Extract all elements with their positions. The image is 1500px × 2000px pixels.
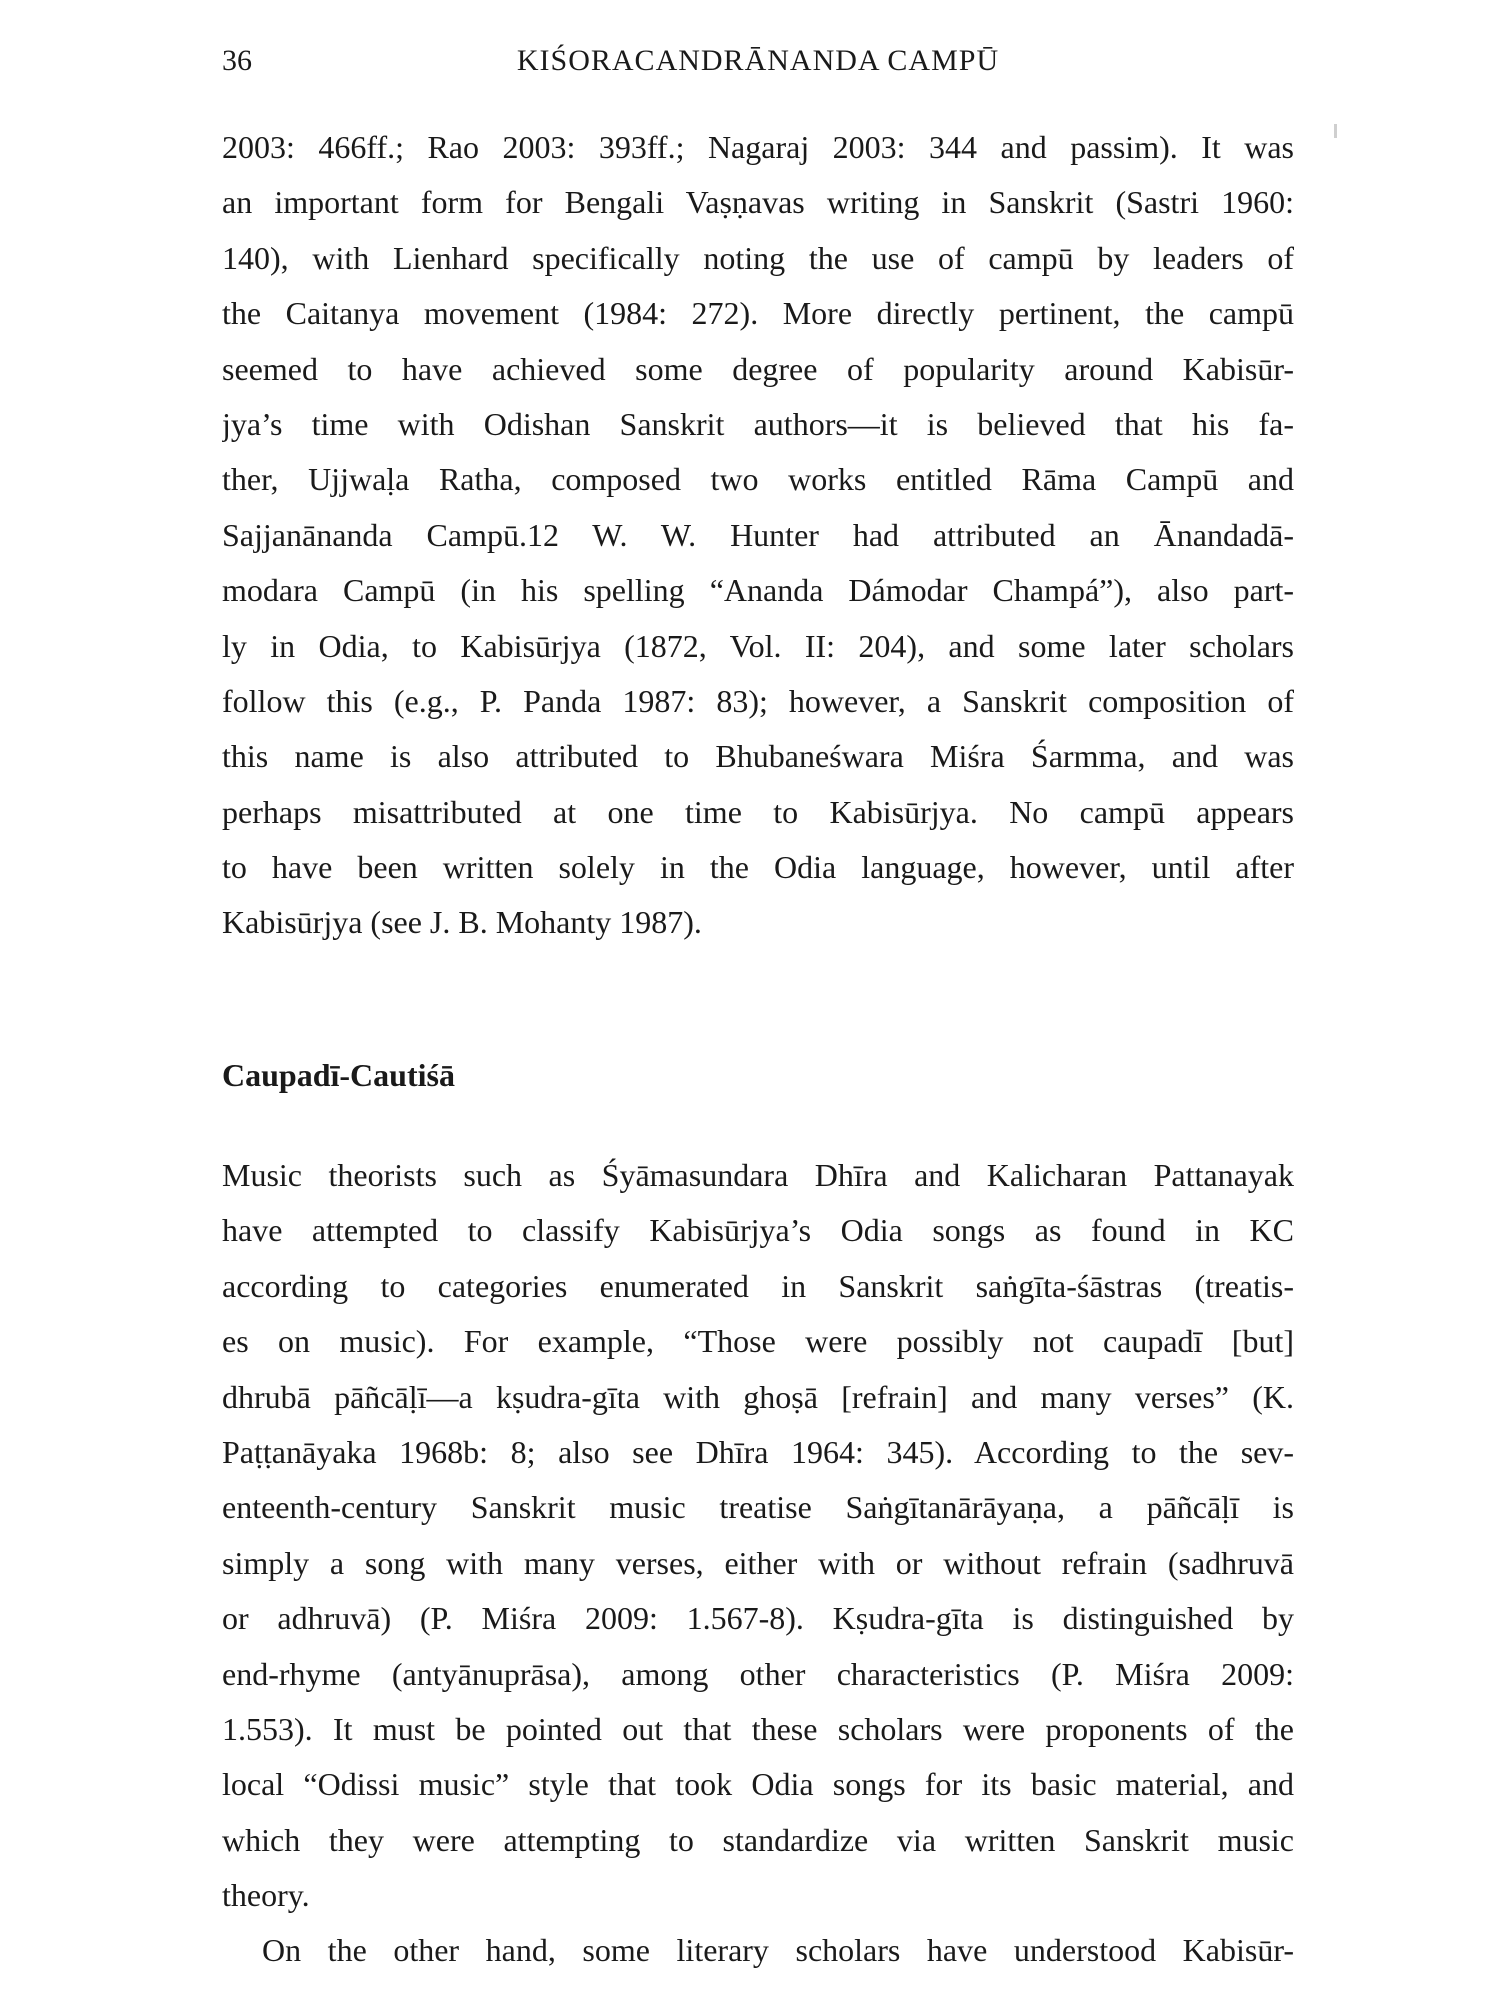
text-line: simply a song with many verses, either with or without refrain (sadhruvā xyxy=(222,1544,1294,1581)
text-line: dhrubā pāñcāḷī—a kṣudra-gīta with ghoṣā [refrain] and many verses” (K. xyxy=(222,1378,1294,1415)
text-line: seemed to have achieved some degree of popularity around Kabisūr- xyxy=(222,350,1294,387)
text-line: theory. xyxy=(222,1877,310,1914)
text-line: end-rhyme (antyānuprāsa), among other characteristics (P. Miśra 2009: xyxy=(222,1655,1294,1692)
scan-mark xyxy=(1334,124,1337,138)
text-line: have attempted to classify Kabisūrjya’s Odia songs as found in KC xyxy=(222,1212,1294,1249)
text-line: according to categories enumerated in Sanskrit saṅgīta-śāstras (treatis- xyxy=(222,1267,1294,1304)
text-line: an important form for Bengali Vaṣṇavas writing in Sanskrit (Sastri 1960: xyxy=(222,184,1294,221)
text-line: Music theorists such as Śyāmasundara Dhīra and Kalicharan Pattanayak xyxy=(222,1157,1294,1193)
text-line: the Caitanya movement (1984: 272). More directly pertinent, the campū xyxy=(222,295,1294,332)
text-line: Sajjanānanda Campū.12 W. W. Hunter had attributed an Ānandadā- xyxy=(222,516,1294,553)
text-line: which they were attempting to standardize via written Sanskrit music xyxy=(222,1821,1294,1858)
text-line: ther, Ujjwaḷa Ratha, composed two works entitled Rāma Campū and xyxy=(222,461,1294,498)
page-number: 36 xyxy=(222,44,252,77)
text-line: 1.553). It must be pointed out that these scholars were proponents of the xyxy=(222,1710,1294,1747)
text-line: enteenth-century Sanskrit music treatise Saṅgītanārāyaṇa, a pāñcāḷī is xyxy=(222,1489,1294,1526)
text-line: to have been written solely in the Odia language, however, until after xyxy=(222,849,1294,886)
text-line: On the other hand, some literary scholars have understood Kabisūr- xyxy=(262,1932,1294,1969)
section-heading: Caupadī-Cautiśā xyxy=(222,1057,455,1093)
text-line: modara Campū (in his spelling “Ananda Dámodar Champá”), also part- xyxy=(222,572,1294,609)
running-head xyxy=(222,44,1294,94)
paragraph-music-theory xyxy=(222,1148,1294,1979)
text-line: perhaps misattributed at one time to Kabisūrjya. No campū appears xyxy=(222,793,1294,830)
text-line: jya’s time with Odishan Sanskrit authors—it is believed that his fa- xyxy=(222,405,1294,442)
paragraph-campu xyxy=(222,120,1294,951)
text-line: Paṭṭanāyaka 1968b: 8; also see Dhīra 1964: 345). According to the sev- xyxy=(222,1433,1294,1470)
text-line: local “Odissi music” style that took Odia songs for its basic material, and xyxy=(222,1766,1294,1803)
text-line: ly in Odia, to Kabisūrjya (1872, Vol. II: 204), and some later scholars xyxy=(222,627,1294,664)
text-line: Kabisūrjya (see J. B. Mohanty 1987). xyxy=(222,904,702,941)
text-line: 140), with Lienhard specifically noting the use of campū by leaders of xyxy=(222,239,1294,276)
running-title: KIŚORACANDRĀNANDA CAMPŪ xyxy=(516,44,1000,77)
text-line: es on music). For example, “Those were possibly not caupadī [but] xyxy=(222,1323,1294,1360)
text-line: this name is also attributed to Bhubaneśwara Miśra Śarmma, and was xyxy=(222,738,1294,775)
text-line: 2003: 466ff.; Rao 2003: 393ff.; Nagaraj 2003: 344 and passim). It was xyxy=(222,129,1294,165)
text-line: follow this (e.g., P. Panda 1987: 83); however, a Sanskrit composition of xyxy=(222,682,1294,719)
text-line: or adhruvā) (P. Miśra 2009: 1.567-8). Kṣudra-gīta is distinguished by xyxy=(222,1600,1294,1637)
